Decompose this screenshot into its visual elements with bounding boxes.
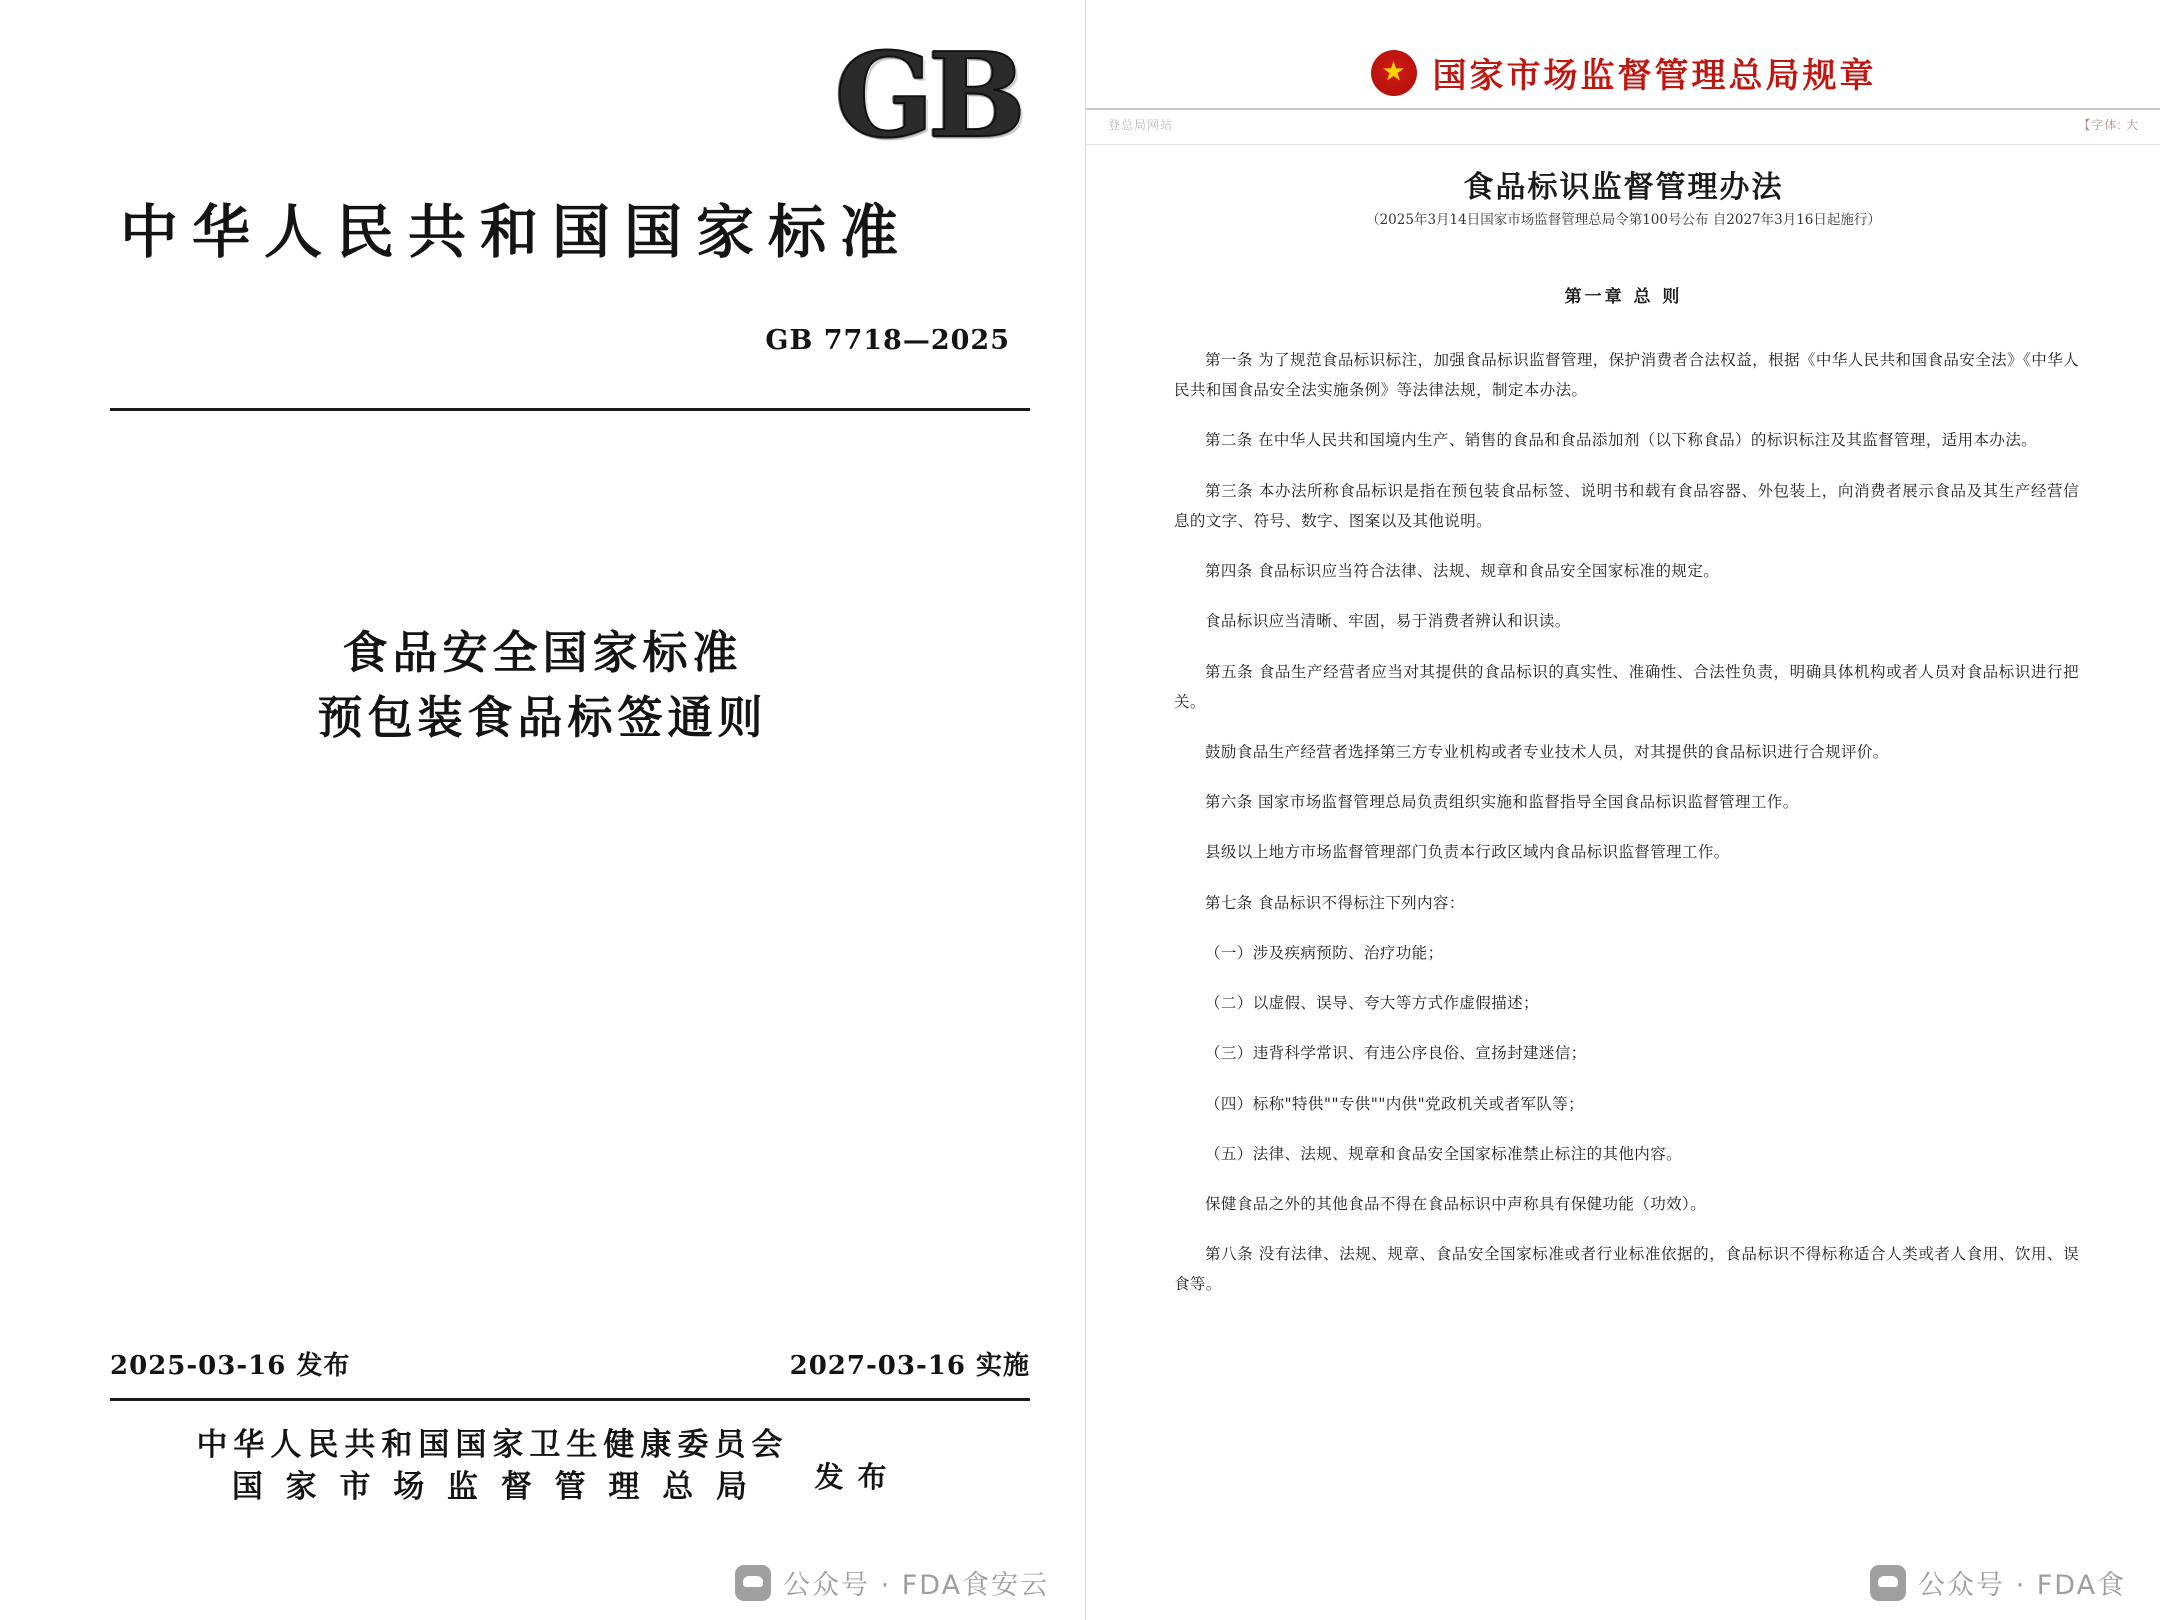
top-divider <box>110 408 1030 411</box>
watermark-left-text: 公众号 · FDA食安云 <box>783 1570 1050 1601</box>
body-paragraph: （二）以虚假、误导、夸大等方式作虚假描述； <box>1205 994 1539 1013</box>
watermark-right <box>1870 1563 2126 1602</box>
body-paragraph: 第三条 本办法所称食品标识是指在预包装食品标签、说明书和载有食品容器、外包装上，向消费者展示食品及其生产经营信息的文字、符号、数字、图案以及其他说明。 <box>1174 481 2079 530</box>
gov-header <box>1086 48 2160 97</box>
body-paragraph: 第四条 食品标识应当符合法律、法规、规章和食品安全国家标准的规定。 <box>1205 562 1720 581</box>
regulation-subtitle: （2025年3月14日国家市场监督管理总局令第100号公布 自2027年3月16日起施行） <box>1366 212 1881 228</box>
body-paragraph: 第七条 食品标识不得标注下列内容： <box>1205 893 1465 912</box>
publish-date: 2025-03-16 发布 <box>110 1351 351 1381</box>
cover-title-line-1: 食品安全国家标准 <box>342 626 743 679</box>
source-label: 登总局网站 <box>1108 118 1174 132</box>
header-divider <box>1086 108 2160 110</box>
standard-number: GB 7718—2025 <box>765 325 1010 356</box>
cover-dates <box>110 1345 1030 1382</box>
issuer-names <box>196 1425 788 1509</box>
body-paragraph: 第六条 国家市场监督管理总局负责组织实施和监督指导全国食品标识监督管理工作。 <box>1205 793 1799 812</box>
meta-row <box>1086 116 2160 133</box>
issuer-block <box>0 1425 1085 1509</box>
body-paragraph: （三）违背科学常识、有违公序良俗、宣扬封建迷信； <box>1205 1044 1587 1063</box>
body-paragraph: 第二条 在中华人民共和国境内生产、销售的食品和食品添加剂（以下称食品）的标识标注及其监督管理，适用本办法。 <box>1205 431 2038 450</box>
body-paragraph: （一）涉及疾病预防、治疗功能； <box>1205 943 1444 962</box>
regulation-page <box>1085 0 2160 1620</box>
issue-word: 发 布 <box>814 1460 889 1495</box>
watermark-left <box>735 1563 1049 1602</box>
issuer-line-1: 中华人民共和国国家卫生健康委员会 <box>196 1427 789 1463</box>
issuer-line-2: 国 家 市 场 监 督 管 理 总 局 <box>231 1468 753 1505</box>
body-paragraph: 第八条 没有法律、法规、规章、食品安全国家标准或者行业标准依据的，食品标识不得标称适合人类或者人食用、饮用、误食等。 <box>1174 1245 2079 1294</box>
cover-document-title <box>0 620 1085 751</box>
font-size-control[interactable]: 【字体: 大 <box>2078 118 2139 132</box>
chapter-heading: 第一章 总 则 <box>1564 287 1683 307</box>
cover-title-line-2: 预包装食品标签通则 <box>317 691 768 745</box>
gov-header-title: 国家市场监督管理总局规章 <box>1432 56 1877 96</box>
body-paragraph: 县级以上地方市场监督管理部门负责本行政区域内食品标识监督管理工作。 <box>1205 843 1730 862</box>
watermark-right-text: 公众号 · FDA食 <box>1918 1570 2127 1601</box>
body-paragraph: 第五条 食品生产经营者应当对其提供的食品标识的真实性、准确性、合法性负责，明确具体机构或者人员对食品标识进行把关。 <box>1174 662 2079 711</box>
gb-logo-icon: GB <box>834 28 1020 164</box>
meta-divider <box>1086 144 2160 145</box>
body-paragraph: （四）标称"特供""专供""内供"党政机关或者军队等； <box>1205 1094 1585 1113</box>
wechat-badge-icon <box>735 1565 771 1601</box>
national-emblem-icon <box>1371 50 1417 96</box>
regulation-body <box>1174 345 2079 1320</box>
body-paragraph: 第一条 为了规范食品标识标注，加强食品标识监督管理，保护消费者合法权益，根据《中华人民共和国食品安全法》《中华人民共和国食品安全法实施条例》等法律法规，制定本办法。 <box>1174 351 2079 400</box>
regulation-title: 食品标识监督管理办法 <box>1463 170 1784 205</box>
bottom-divider <box>110 1398 1030 1401</box>
national-standard-title: 中华人民共和国国家标准 <box>119 198 912 266</box>
body-paragraph: 保健食品之外的其他食品不得在食品标识中声称具有保健功能（功效）。 <box>1205 1194 1707 1213</box>
wechat-badge-icon <box>1870 1565 1906 1601</box>
body-paragraph: 鼓励食品生产经营者选择第三方专业机构或者专业技术人员，对其提供的食品标识进行合规评价。 <box>1205 742 1889 761</box>
implement-date: 2027-03-16 实施 <box>789 1351 1030 1381</box>
body-paragraph: （五）法律、法规、规章和食品安全国家标准禁止标注的其他内容。 <box>1205 1144 1683 1163</box>
body-paragraph: 食品标识应当清晰、牢固，易于消费者辨认和识读。 <box>1205 612 1571 631</box>
